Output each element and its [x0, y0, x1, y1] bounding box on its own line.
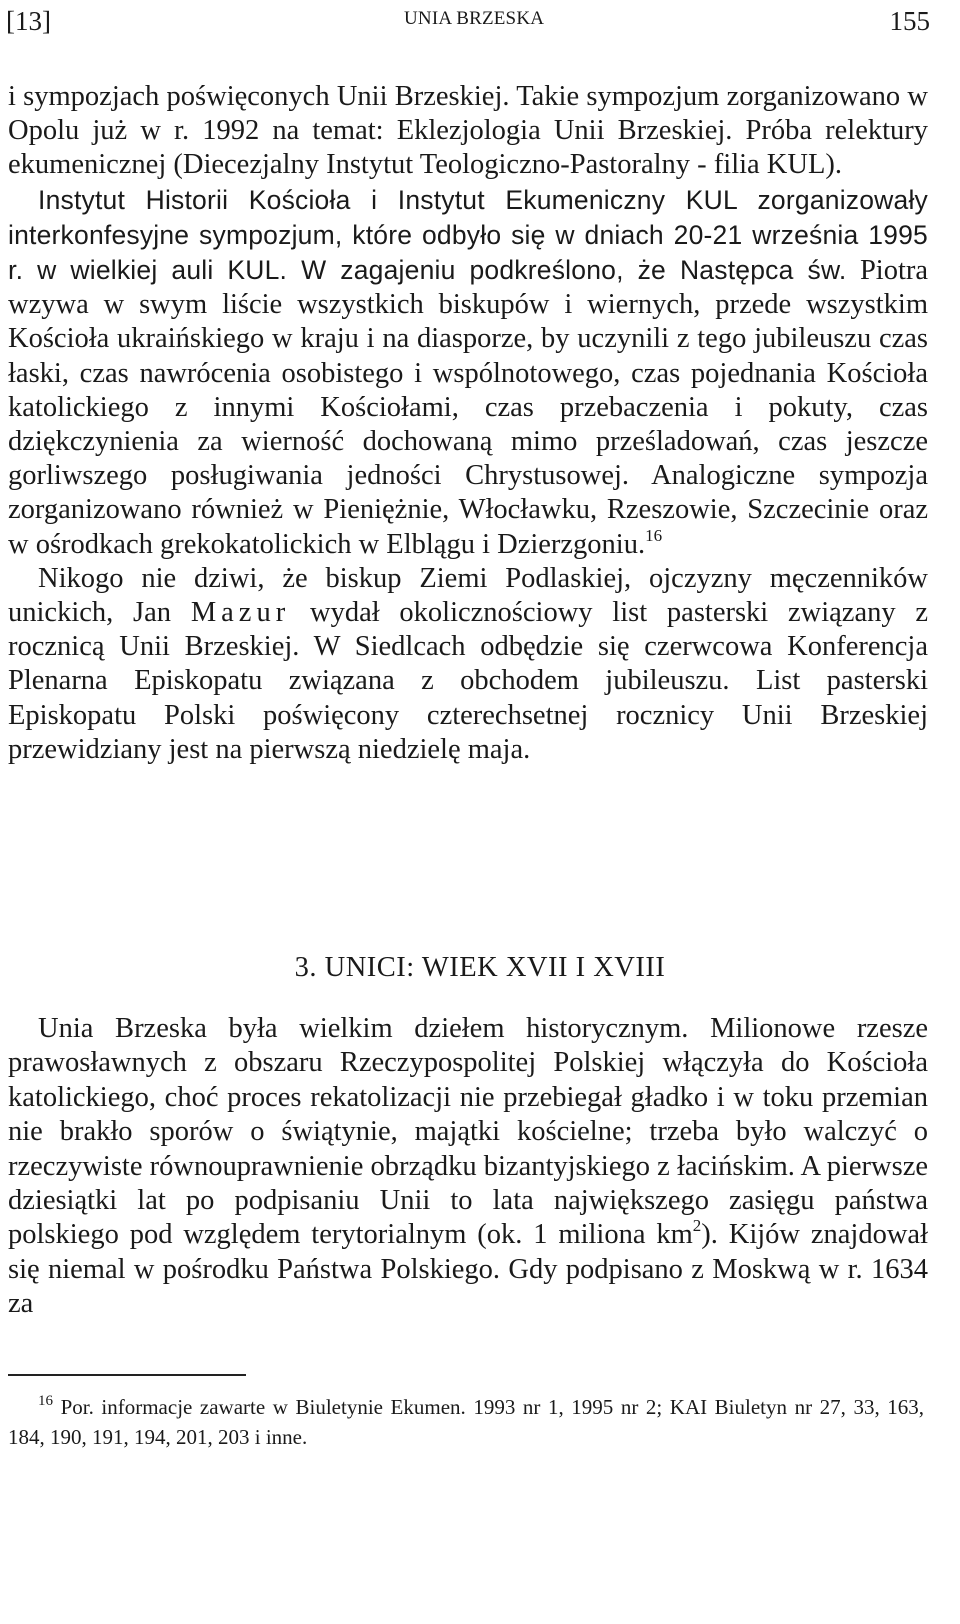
footnote-number: 16: [38, 1393, 53, 1409]
page-header: [6, 4, 930, 44]
footnote-text: Por. informacje zawarte w Biuletynie Ekumen. 1993 nr 1, 1995 nr 2; KAI Biuletyn nr 27, 33, 163, 184, 190, 191, 194, 201, 203 i inne.: [8, 1395, 925, 1449]
footnote-16: [8, 1392, 924, 1452]
section-paragraph-1-before: Unia Brzeska była wielkim dziełem historycznym. Milionowe rzesze prawosławnych z obszaru Rzeczypospolitej Polskiej włączyła do Kościoła katolickiego, choć proces rekatolizacji nie przebiegał gładko i w toku przemian nie brakło sporów o świątynie, majątki kościelne; trzeba było walczyć o rzeczywiste równouprawnienie obrządku bizantyjskiego z łacińskim. A pierwsze dziesiątki lat po podpisaniu Unii to lata największego zasięgu państwa polskiego pod względem terytorialnym (ok. 1 miliona km: [8, 1013, 928, 1251]
section-paragraph-1-after: ). Kijów znajdował się niemal w pośrodku Państwa Polskiego. Gdy podpisano z Moskwą w r. 1634 za: [8, 1219, 928, 1320]
section-title: 3. UNICI: WIEK XVII I XVIII: [294, 952, 666, 983]
footnote-divider: [8, 1374, 246, 1376]
page-number: 155: [889, 6, 930, 36]
footnote-ref-16: 16: [645, 525, 663, 545]
paragraph-2: [8, 183, 928, 562]
paragraph-2-opening: Instytut Historii Kościoła i Instytut Ekumeniczny KUL zorganizowały interkonfesyjne sympozjum, które odbyło się w dniach 20-21 września 1995 r. w wielkiej auli KUL. W zagajeniu podkreślono, że Następca św.: [8, 184, 928, 286]
author-name: Mazur: [190, 597, 291, 629]
paragraph-2-continuation: Piotra wzywa w swym liście wszystkich biskupów i wiernych, przede wszystkim Kościoła ukraińskiego w kraju i na diasporze, by uczynili z tego jubileuszu czas łaski, czas nawrócenia osobistego i wspólnotowego, czas pojednania Kościoła katolickiego z innymi Kościołami, czas przebaczenia i pokuty, czas dziękczynienia za wierność dochowaną mimo prześladowań, czas jeszcze gorliwszego posługiwania jedności Chrystusowej. Analogiczne sympozja zorganizowano również w Pieniężnie, Włocławku, Rzeszowie, Szczecinie oraz w ośrodkach grekokatolickich w Elblągu i Dzierzgoniu.: [8, 255, 929, 560]
section-body: [8, 1012, 928, 1322]
paragraph-1: i sympozjach poświęconych Unii Brzeskiej. Takie sympozjum zorganizowano w Opolu już w r. 1992 na temat: Eklezjologia Unii Brzeskiej. Próba relektury ekumenicznej (Diecezjalny Instytut Teologiczno-Pastoralny - filia KUL).: [8, 81, 928, 181]
running-title: UNIA BRZESKA: [404, 8, 545, 29]
paragraph-3-after: wydał okolicznościowy list pasterski związany z rocznicą Unii Brzeskiej. W Siedlcach odbędzie się czerwcowa Konferencja Plenarna Episkopatu związana z obchodem jubileuszu. List pasterski Episkopatu Polski poświęcony czterechsetnej rocznicy Unii Brzeskiej przewidziany jest na pierwszą niedzielę maja.: [8, 597, 929, 765]
section-paragraph-1: [8, 1012, 928, 1322]
body-text: [8, 80, 928, 767]
section-number: [13]: [6, 6, 51, 36]
paragraph-3-before: Nikogo nie dziwi, że biskup Ziemi Podlaskiej, ojczyzny męczenników unickich, Jan: [8, 562, 928, 629]
superscript-2: 2: [692, 1216, 702, 1236]
paragraph-3: [8, 562, 928, 767]
